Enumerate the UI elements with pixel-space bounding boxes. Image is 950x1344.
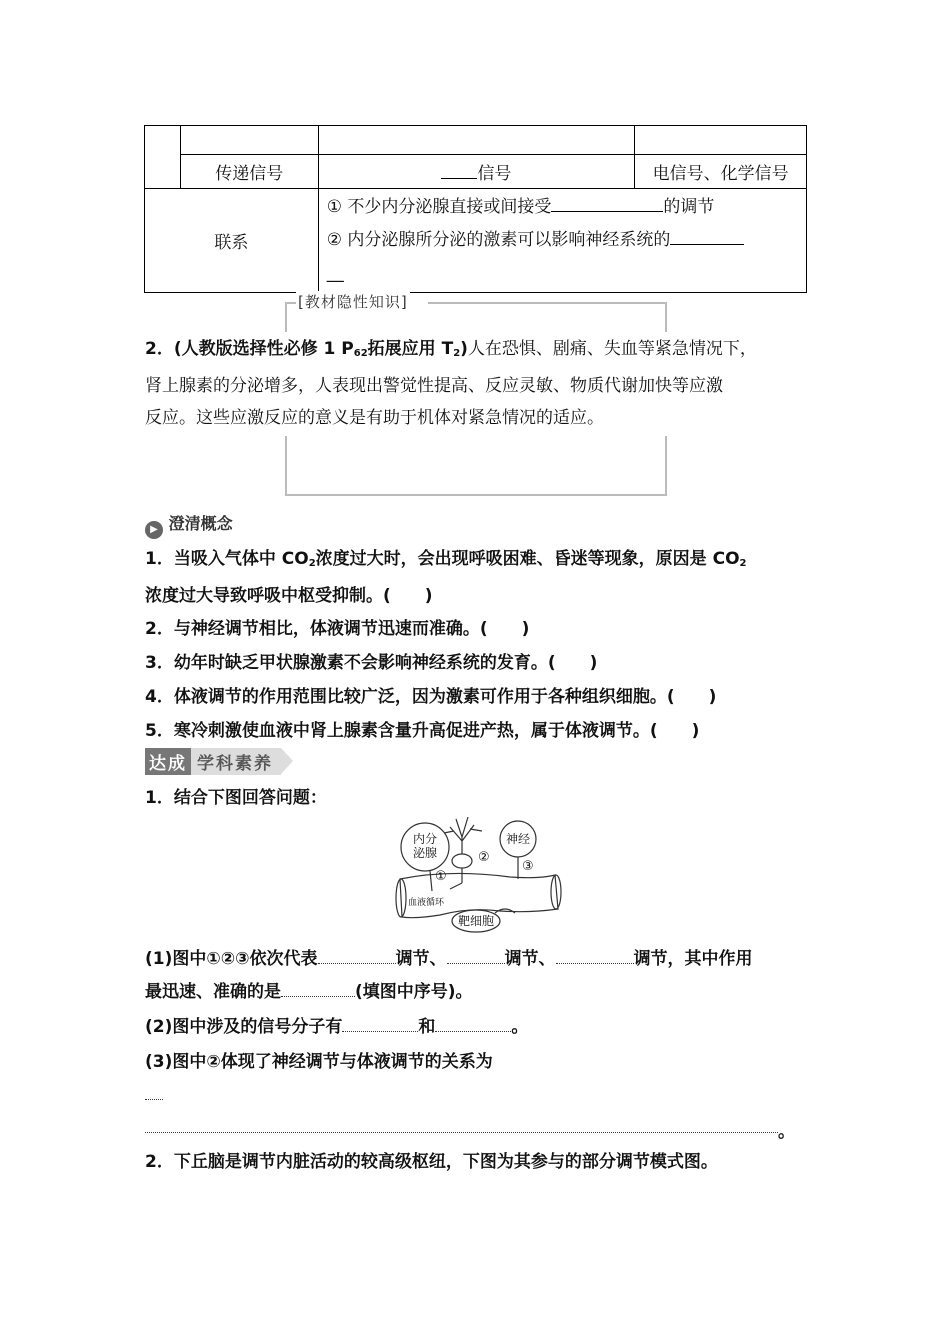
relation-2-text: ② 内分泌腺所分泌的激素可以影响神经系统的 xyxy=(326,230,671,250)
axon-line xyxy=(450,868,462,889)
fill-blank[interactable] xyxy=(447,947,505,964)
target-label: 靶细胞 xyxy=(457,914,495,928)
signal-humoral-cell xyxy=(318,155,635,189)
answer-line-short[interactable] xyxy=(145,1099,163,1100)
q1-part-1b: 最迅速、准确的是 (填图中序号)。 xyxy=(145,982,473,1002)
fill-blank[interactable] xyxy=(551,195,663,212)
section-banner xyxy=(145,748,293,774)
comparison-table xyxy=(144,125,807,293)
relation-1-text: ① 不少内分泌腺直接或间接受 xyxy=(326,197,552,217)
blood-label: 血液循环 xyxy=(408,898,445,908)
table-cell xyxy=(145,126,181,189)
play-icon: ▶ xyxy=(145,521,163,539)
q1-parts xyxy=(145,943,753,1079)
gland-label-2: 泌腺 xyxy=(412,846,438,860)
q1-part-3: (3)图中②体现了神经调节与体液调节的关系为 xyxy=(145,1052,493,1072)
marker-1: ① xyxy=(435,869,447,884)
q1-part-1: (1)图中①②③依次代表 调节、 调节、 调节，其中作用 xyxy=(145,949,753,969)
neuron-body xyxy=(452,854,472,868)
marker-3: ③ xyxy=(522,859,534,874)
fill-blank[interactable] xyxy=(318,947,396,964)
blood-vessel xyxy=(400,873,558,917)
signal-label: 传递信号 xyxy=(180,155,318,189)
list-item: 3．幼年时缺乏甲状腺激素不会影响神经系统的发育。( ) xyxy=(145,653,598,673)
relation-2-tail: __ xyxy=(326,263,344,283)
signal-suffix: 信号 xyxy=(477,164,512,184)
clarify-title: ▶ 澄清概念 xyxy=(145,511,233,539)
banner-arrow xyxy=(281,748,293,774)
relation-1-suffix: 的调节 xyxy=(663,197,715,217)
gland-label-1: 内分 xyxy=(412,832,438,846)
nerve-label: 神经 xyxy=(505,832,531,846)
list-item: 1．当吸入气体中 $CO_2$浓度过大时，会出现呼吸困难、昏迷等现象，原因是 $CO_2$ xyxy=(145,549,747,569)
q1-part-2: (2)图中涉及的信号分子有 和 。 xyxy=(145,1017,529,1037)
fill-blank[interactable] xyxy=(441,162,477,179)
table-cell xyxy=(180,126,318,155)
relation-label: 联系 xyxy=(145,189,319,293)
q1-title: 1．结合下图回答问题： xyxy=(145,788,327,808)
hidden-knowledge-q: 2．(人教版选择性必修 1 $P_{62}$拓展应用 $T_2$)人在恐惧、剧痛、失血等紧急情况下， 肾上腺素的分泌增多，人表现出警觉性提高、反应灵敏、物质代谢加快等应激 反应。这些应激反应的意义是有助于机体对紧急情况的适应。 xyxy=(145,339,757,428)
table-cell xyxy=(635,126,807,155)
marker-2: ② xyxy=(478,850,490,865)
answer-line-long[interactable] xyxy=(145,1132,778,1133)
neuron-dendrites xyxy=(444,817,482,854)
section-tag-left: 达成 xyxy=(145,748,191,775)
list-item: 浓度过大导致呼吸中枢受抑制。( ) xyxy=(145,586,433,606)
signal-neural: 电信号、化学信号 xyxy=(635,155,807,189)
section-tag-right: 学科素养 xyxy=(191,748,281,775)
relation-cell xyxy=(318,189,806,293)
fill-blank[interactable] xyxy=(342,1015,418,1032)
table-cell xyxy=(318,126,635,155)
fill-blank[interactable] xyxy=(435,1015,511,1032)
fill-blank[interactable] xyxy=(670,228,744,245)
list-item: 5．寒冷刺激使血液中肾上腺素含量升高促进产热，属于体液调节。( ) xyxy=(145,721,700,741)
frame-top-right xyxy=(428,302,665,304)
answer-end-mark: 。 xyxy=(778,1122,795,1142)
clarify-list xyxy=(145,543,747,748)
list-item: 2．与神经调节相比，体液调节迅速而准确。( ) xyxy=(145,619,530,639)
q2-text: 2．下丘脑是调节内脏活动的较高级枢纽，下图为其参与的部分调节模式图。 xyxy=(145,1152,718,1172)
list-item: 4．体液调节的作用范围比较广泛，因为激素可作用于各种组织细胞。( ) xyxy=(145,687,717,707)
fill-blank[interactable] xyxy=(281,980,355,997)
hidden-knowledge-header: [教材隐性知识] xyxy=(298,293,408,311)
fill-blank[interactable] xyxy=(556,947,634,964)
regulation-figure xyxy=(390,817,570,935)
